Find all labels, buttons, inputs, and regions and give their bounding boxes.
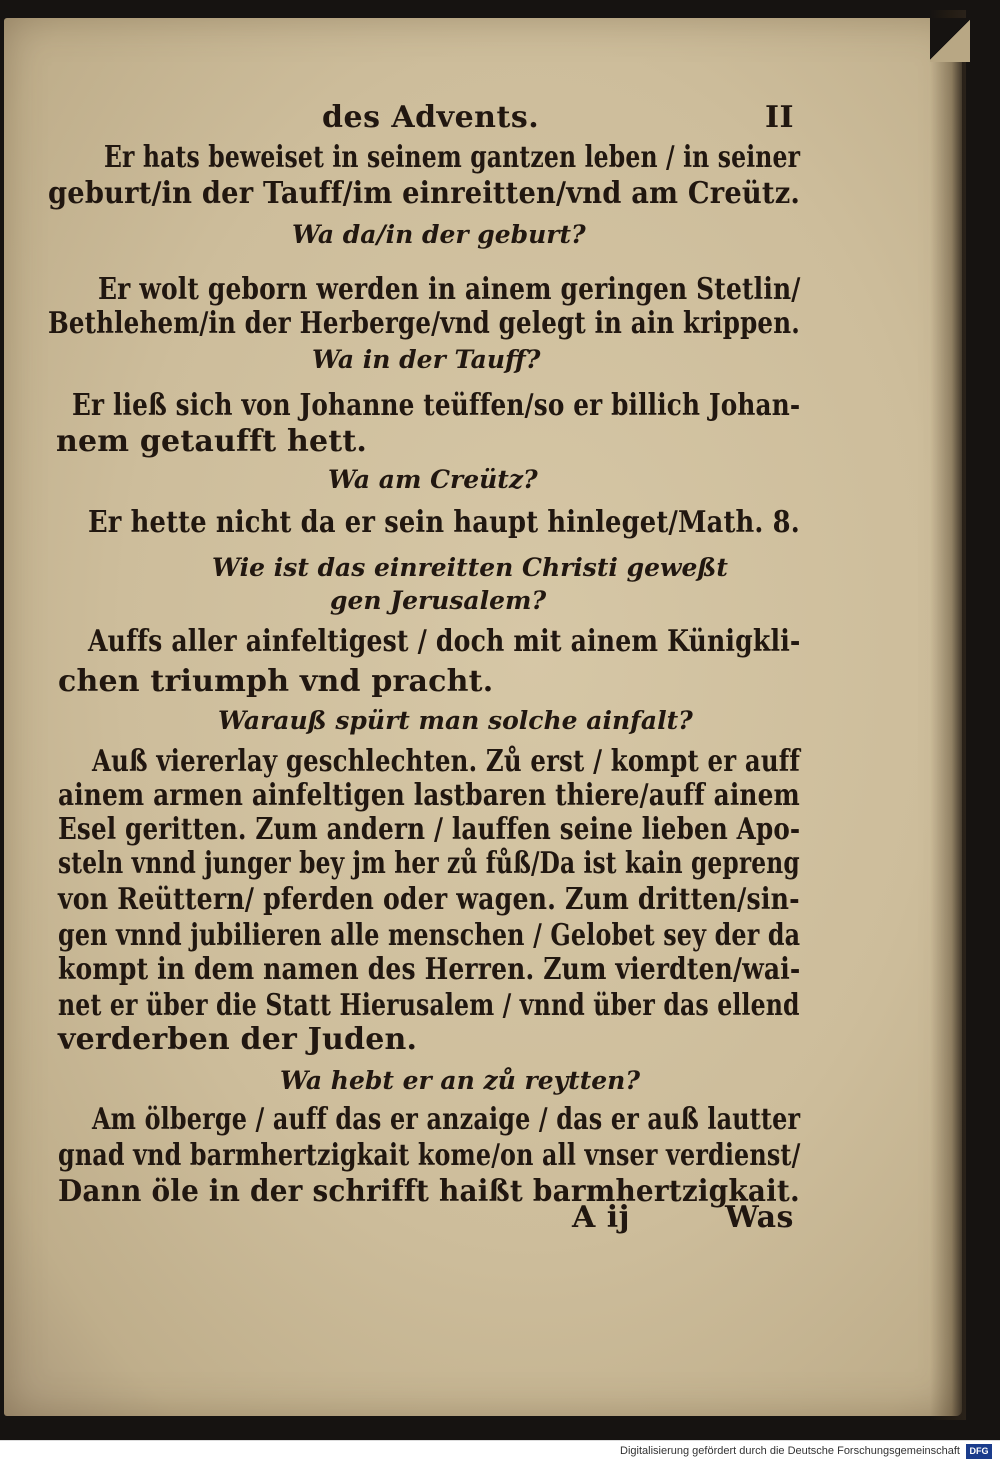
text-line: Esel geritten. Zum andern / lauffen seine lieben Apo- bbox=[58, 812, 801, 847]
catchword: Was bbox=[725, 1200, 794, 1235]
text-line: Bethlehem/in der Herberge/vnd gelegt in ain krippen. bbox=[48, 306, 800, 341]
text-line: steln vnnd junger bey jm her zů fůß/Da ist kain gepreng bbox=[58, 846, 800, 881]
page-corner bbox=[930, 18, 970, 62]
folio-number: II bbox=[765, 100, 795, 135]
text-line: Er ließ sich von Johanne teüffen/so er billich Johan- bbox=[72, 388, 801, 423]
question-line: Warauß spürt man solche ainfalt? bbox=[218, 706, 693, 735]
running-head: des Advents. bbox=[322, 100, 540, 135]
text-line: gnad vnd barmhertzigkait kome/on all vnser verdienst/ bbox=[58, 1138, 801, 1173]
text-line: gen vnnd jubilieren alle menschen / Gelobet sey der da bbox=[58, 918, 801, 953]
question-line: Wa hebt er an zů reytten? bbox=[280, 1066, 640, 1095]
question-line: Wa da/in der geburt? bbox=[292, 220, 586, 249]
text-line: Am ölberge / auff das er anzaige / das er auß lautter bbox=[92, 1102, 801, 1137]
signature-mark: A ij bbox=[572, 1200, 630, 1235]
text-line: geburt/in der Tauff/im einreitten/vnd am Creütz. bbox=[48, 176, 801, 211]
text-line: Er hette nicht da er sein haupt hinleget/Math. 8. bbox=[88, 505, 800, 540]
text-line: nem getaufft hett. bbox=[56, 424, 368, 459]
question-line: gen Jerusalem? bbox=[330, 586, 547, 615]
question-line: Wa in der Tauff? bbox=[312, 345, 541, 374]
text-line: ainem armen ainfeltigen lastbaren thiere/auff ainem bbox=[58, 778, 800, 813]
text-line: Auß viererlay geschlechten. Zů erst / kompt er auff bbox=[92, 744, 801, 779]
page-edge-shadow bbox=[930, 10, 966, 1420]
footer-bar bbox=[0, 1440, 1000, 1463]
text-line: kompt in dem namen des Herren. Zum vierdten/wai- bbox=[58, 952, 801, 987]
question-line: Wie ist das einreitten Christi geweßt bbox=[212, 553, 728, 582]
text-line: Auffs aller ainfeltigest / doch mit ainem Künigkli- bbox=[88, 624, 801, 659]
text-line: Dann öle in der schrifft haißt barmhertzigkait. bbox=[58, 1174, 800, 1209]
text-line: von Reüttern/ pferden oder wagen. Zum dritten/sin- bbox=[58, 882, 800, 917]
text-line: chen triumph vnd pracht. bbox=[58, 664, 494, 699]
question-line: Wa am Creütz? bbox=[328, 465, 538, 494]
footer-credit: Digitalisierung gefördert durch die Deutsche Forschungsgemeinschaft bbox=[620, 1445, 960, 1457]
text-line: net er über die Statt Hierusalem / vnnd über das ellend bbox=[58, 988, 800, 1023]
dfg-logo: DFG bbox=[966, 1444, 992, 1459]
text-line: Er wolt geborn werden in ainem geringen Stetlin/ bbox=[98, 272, 801, 307]
text-line: verderben der Juden. bbox=[58, 1022, 418, 1057]
text-line: Er hats beweiset in seinem gantzen leben / in seiner bbox=[104, 140, 801, 175]
